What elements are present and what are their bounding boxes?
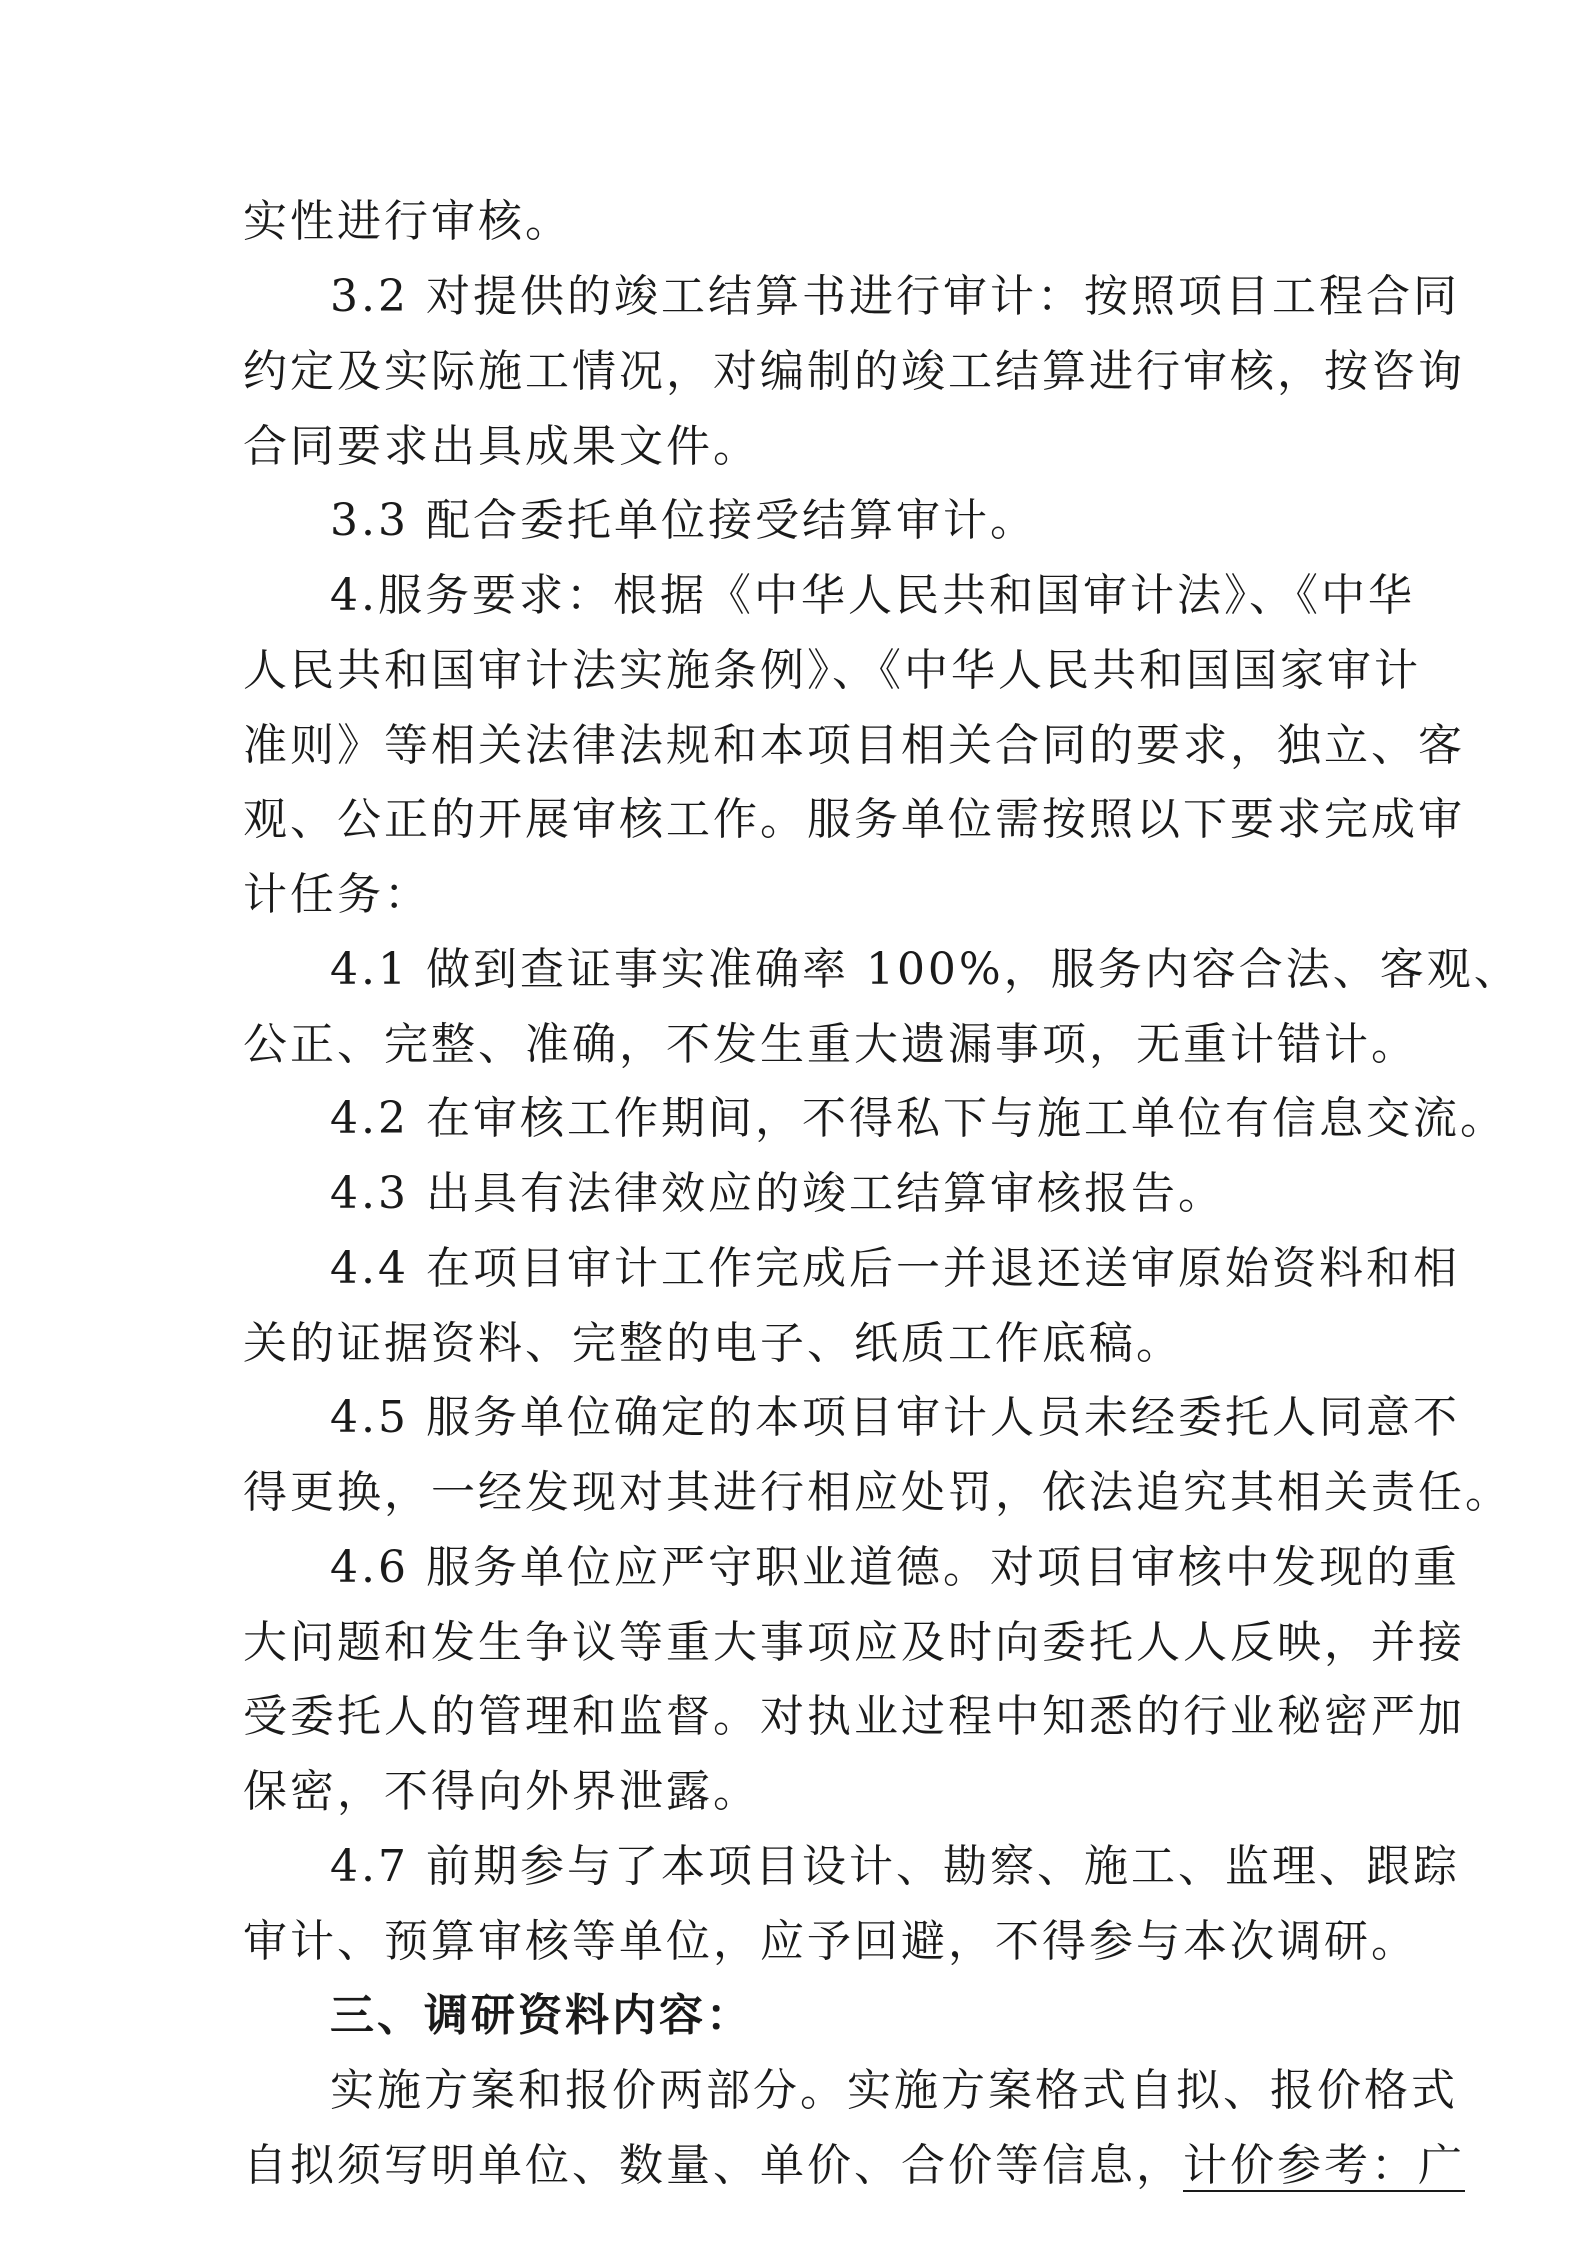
text-line: 保密，不得向外界泄露。 xyxy=(243,1766,760,1817)
underlined-text: 计价参考：广 xyxy=(1183,2140,1465,2191)
text-line: 4.6 服务单位应严守职业道德。对项目审核中发现的重 xyxy=(330,1542,1460,1593)
text-line: 4.1 做到查证事实准确率 100%，服务内容合法、客观、 xyxy=(330,944,1521,995)
text-line: 4.3 出具有法律效应的竣工结算审核报告。 xyxy=(330,1168,1225,1219)
text-line: 合同要求出具成果文件。 xyxy=(243,421,760,472)
text-line: 4.4 在项目审计工作完成后一并退还送审原始资料和相 xyxy=(330,1243,1460,1294)
text-segment: 自拟须写明单位、数量、单价、合价等信息， xyxy=(243,2140,1183,2191)
text-line: 得更换，一经发现对其进行相应处罚，依法追究其相关责任。 xyxy=(243,1467,1512,1518)
text-line: 3.2 对提供的竣工结算书进行审计：按照项目工程合同 xyxy=(330,271,1460,322)
text-line: 实性进行审核。 xyxy=(243,196,572,247)
text-line: 观、公正的开展审核工作。服务单位需按照以下要求完成审 xyxy=(243,794,1465,845)
text-line: 4.5 服务单位确定的本项目审计人员未经委托人同意不 xyxy=(330,1392,1460,1443)
text-line: 人民共和国审计法实施条例》、《中华人民共和国国家审计 xyxy=(243,645,1421,696)
text-line: 准则》等相关法律法规和本项目相关合同的要求，独立、客 xyxy=(243,720,1465,771)
text-line: 受委托人的管理和监督。对执业过程中知悉的行业秘密严加 xyxy=(243,1691,1465,1742)
text-line: 公正、完整、准确，不发生重大遗漏事项，无重计错计。 xyxy=(243,1019,1418,1070)
text-line: 实施方案和报价两部分。实施方案格式自拟、报价格式 xyxy=(330,2065,1458,2116)
text-line: 3.3 配合委托单位接受结算审计。 xyxy=(330,495,1037,546)
text-line: 4.2 在审核工作期间，不得私下与施工单位有信息交流。 xyxy=(330,1093,1507,1144)
text-line xyxy=(243,2131,1465,2201)
text-line: 审计、预算审核等单位，应予回避，不得参与本次调研。 xyxy=(243,1916,1418,1967)
text-line: 计任务： xyxy=(243,869,431,920)
section-heading: 三、调研资料内容： xyxy=(330,1990,753,2041)
text-line: 大问题和发生争议等重大事项应及时向委托人人反映，并接 xyxy=(243,1617,1465,1668)
text-line: 4.服务要求：根据《中华人民共和国审计法》、《中华 xyxy=(330,570,1415,621)
text-line: 约定及实际施工情况，对编制的竣工结算进行审核，按咨询 xyxy=(243,346,1465,397)
text-line: 4.7 前期参与了本项目设计、勘察、施工、监理、跟踪 xyxy=(330,1841,1460,1892)
text-line: 关的证据资料、完整的电子、纸质工作底稿。 xyxy=(243,1318,1183,1369)
